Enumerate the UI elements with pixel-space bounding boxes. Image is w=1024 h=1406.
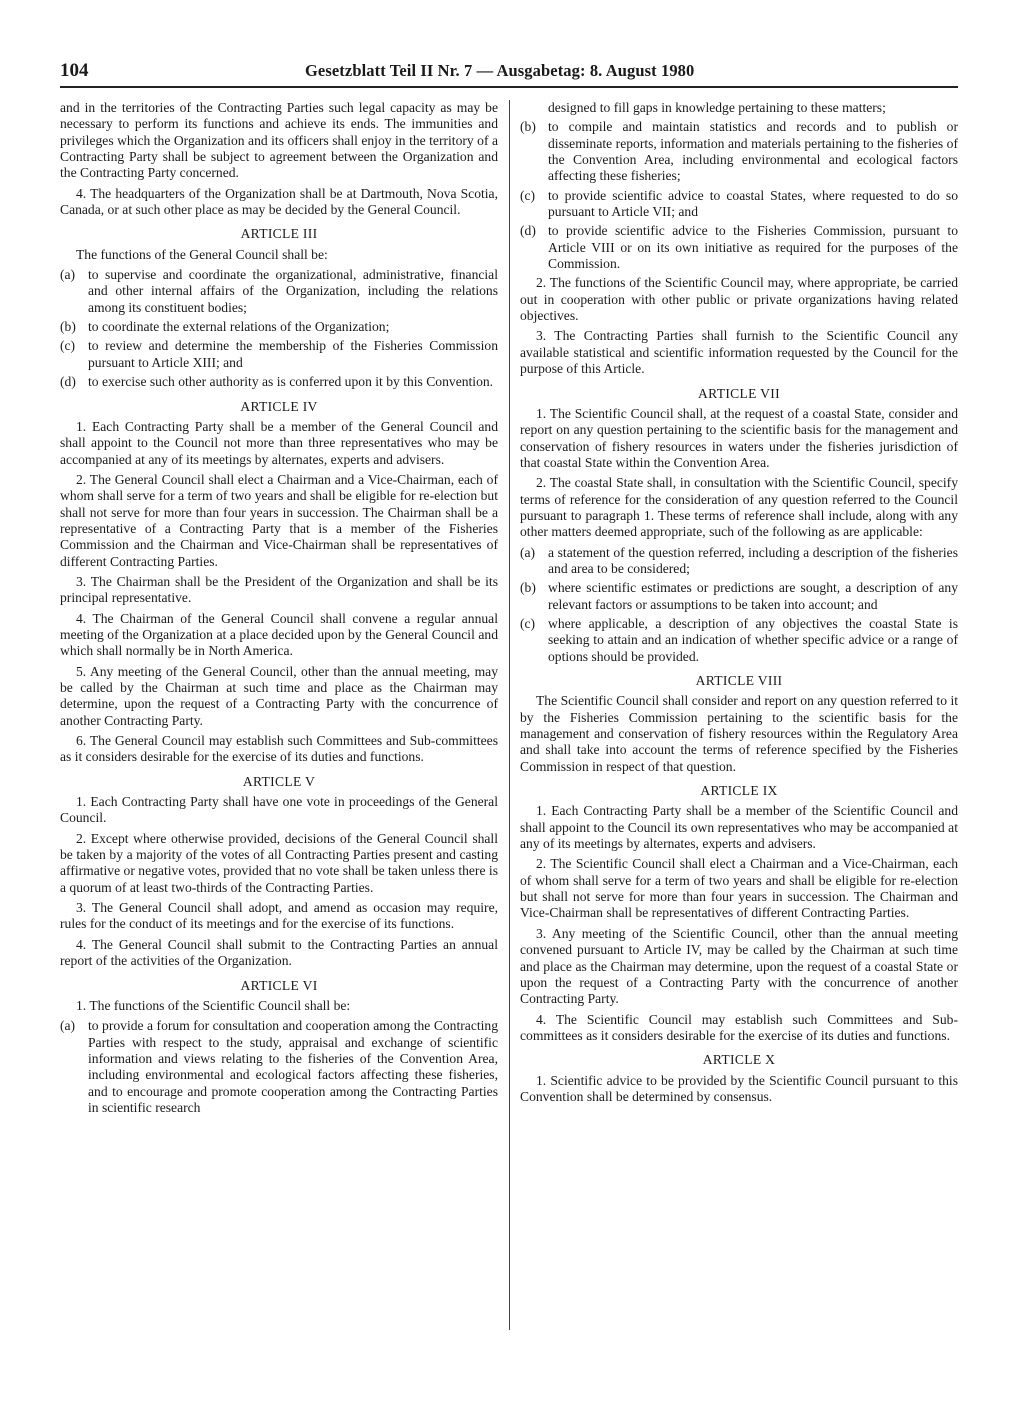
list-item (520, 545, 958, 578)
paragraph: 2. Except where otherwise provided, decisions of the General Council shall be taken by a majority of the votes of all Contracting Parties present and casting affirmative or negative votes, provided that no vote shall be taken unless there is a quorum of at least two-thirds of the Contracting Parties. (60, 830, 498, 895)
paragraph: 3. The General Council shall adopt, and amend as occasion may require, rules for the conduct of its meetings and for the exercise of its functions. (60, 900, 498, 932)
paragraph: 1. Each Contracting Party shall be a member of the General Council and shall appoint to the Council not more than three representatives who may be accompanied at any of its meetings by alternates, experts and advisers. (60, 418, 498, 467)
paragraph: 1. The Scientific Council shall, at the request of a coastal State, consider and report on any question pertaining to the scientific basis for the management and conservation of fishery resources in waters under the fisheries jurisdiction of that coastal State within the Convention Area. (520, 405, 958, 470)
list-item (60, 319, 498, 335)
left-column (60, 100, 498, 1119)
list-label: (b) (520, 580, 536, 596)
article-heading: ARTICLE VIII (695, 673, 783, 688)
paragraph: 1. The functions of the Scientific Council shall be: (76, 997, 351, 1013)
list-text: where applicable, a description of any objectives the coastal State is seeking to attain and an indication of whether specific advice or a range of options should be provided. (548, 615, 958, 664)
list-label: (a) (60, 1018, 76, 1034)
page-header (60, 60, 958, 86)
paragraph: 2. The General Council shall elect a Chairman and a Vice-Chairman, each of whom shall serve for a term of two years and shall be eligible for re-election but shall not serve for more than four years in succession. The Chairman shall be a representative of a Contracting Party that is a member of the Fisheries Commission and the Chairman and Vice-Chairman shall be representatives of different Contracting Parties. (60, 471, 498, 569)
list-item (60, 338, 498, 371)
paragraph: 2. The Scientific Council shall elect a Chairman and a Vice-Chairman, each of whom shall serve for a term of two years and shall be eligible for re-election but shall not serve for more than four years in succession. The Chairman and Vice-Chairman shall be representatives of different Contracting Parties. (520, 856, 958, 921)
paragraph: The Scientific Council shall consider and report on any question referred to it by the Fisheries Commission pertaining to the scientific basis for the management and conservation of fishery resources within the Regulatory Area and shall take into account the terms of reference specified by the Fisheries Commission in respect of that question. (520, 693, 958, 774)
article-heading: ARTICLE V (242, 773, 316, 789)
list-item (60, 374, 498, 390)
list-label-spacer (520, 100, 548, 116)
paragraph: 1. Each Contracting Party shall be a member of the Scientific Council and shall appoint to the Council its own representatives who may be accompanied at any of its meetings by alternates, experts and advisers. (520, 803, 958, 852)
list-item (520, 580, 958, 613)
article-heading: ARTICLE X (702, 1052, 776, 1068)
article-heading: ARTICLE IV (240, 398, 318, 414)
list-text: to provide a forum for consultation and cooperation among the Contracting Parties with respect to the study, appraisal and exchange of scientific information and views relating to the fisheries of the Convention Area, including environmental and ecological factors affecting these fisheries, and to encourage and promote cooperation among the Contracting Parties in scientific research (88, 1018, 498, 1115)
list-label: (b) (60, 319, 76, 335)
list-text: designed to fill gaps in knowledge pertaining to these matters; (548, 100, 886, 115)
column-divider (509, 100, 510, 1330)
article-heading: ARTICLE VII (698, 385, 780, 401)
paragraph: and in the territories of the Contracting Parties such legal capacity as may be necessary to perform its functions and achieve its ends. The immunities and privileges which the Organization and its officers shall enjoy in the territory of a Contracting Party shall be subject to agreement between the Organization and the Contracting Party concerned. (60, 100, 498, 181)
article-heading: ARTICLE III (240, 226, 318, 242)
paragraph: 6. The General Council may establish such Committees and Sub-committees as it considers desirable for the exercise of its duties and functions. (60, 733, 498, 765)
list-item (60, 1018, 498, 1116)
list-text: where scientific estimates or predictions are sought, a description of any relevant factors or assumptions to be taken into account; and (548, 580, 958, 612)
paragraph: 2. The functions of the Scientific Council may, where appropriate, be carried out in cooperation with other public or private organizations having related objectives. (520, 275, 958, 324)
list-text: to provide scientific advice to coastal States, where requested to do so pursuant to Article VII; and (548, 187, 958, 220)
paragraph: 3. The Chairman shall be the President of the Organization and shall be its principal representative. (60, 573, 498, 606)
paragraph: 4. The headquarters of the Organization shall be at Dartmouth, Nova Scotia, Canada, or at such other place as may be decided by the General Council. (60, 185, 498, 218)
list-text: to provide scientific advice to the Fisheries Commission, pursuant to Article VIII or on its own initiative as required for the purposes of the Commission. (548, 223, 958, 272)
paragraph: 3. Any meeting of the Scientific Council, other than the annual meeting convened pursuant to Article IV, may be called by the Chairman at such time and place as the Chairman may determine, upon the request of a coastal State or upon the request of a Contracting Party with the concurrence of another Contracting Party. (520, 925, 958, 1007)
list-item (520, 223, 958, 272)
list-text: to coordinate the external relations of the Organization; (88, 319, 390, 335)
list-label: (b) (520, 119, 536, 135)
header-rule (60, 86, 958, 88)
list-label: (d) (60, 374, 76, 390)
list-item (520, 188, 958, 221)
paragraph: 1. Each Contracting Party shall have one vote in proceedings of the General Council. (60, 794, 498, 826)
journal-title: Gesetzblatt Teil II Nr. 7 — Ausgabetag: 8. August 1980 (305, 61, 695, 80)
list-text: a statement of the question referred, including a description of the fisheries and area to be considered; (548, 544, 958, 576)
list-label: (d) (520, 223, 536, 239)
paragraph: 4. The General Council shall submit to the Contracting Parties an annual report of the activities of the Organization. (60, 936, 498, 969)
paragraph: 3. The Contracting Parties shall furnish to the Scientific Council any available statistical and scientific information requested by the Council for the purpose of this Article. (520, 328, 958, 377)
page-number: 104 (60, 60, 89, 81)
list-label: (c) (520, 187, 536, 203)
paragraph: 1. Scientific advice to be provided by the Scientific Council pursuant to this Convention shall be determined by consensus. (520, 1072, 958, 1104)
list-label: (a) (60, 267, 76, 283)
paragraph: The functions of the General Council shall be: (76, 246, 328, 262)
list-text: to supervise and coordinate the organizational, administrative, financial and other internal affairs of the Organization, including the relations among its constituent bodies; (88, 267, 498, 315)
list-text: to compile and maintain statistics and records and to publish or disseminate reports, information and materials pertaining to the fisheries of the Convention Area, including environmental and ecological factors affecting these fisheries; (548, 119, 958, 184)
list-label: (c) (520, 615, 536, 631)
list-label: (c) (60, 338, 76, 354)
article-heading: ARTICLE IX (700, 783, 778, 799)
list-text: to review and determine the membership of the Fisheries Commission pursuant to Article XIII; and (88, 338, 498, 370)
list-label: (a) (520, 544, 536, 560)
right-column (520, 100, 958, 1109)
paragraph: 4. The Chairman of the General Council shall convene a regular annual meeting of the Organization at a place decided upon by the General Council and which shall normally be in North America. (60, 610, 498, 659)
list-text: to exercise such other authority as is conferred upon it by this Convention. (88, 374, 494, 390)
list-item (520, 616, 958, 665)
paragraph: 4. The Scientific Council may establish such Committees and Sub-committees as it considers desirable for the exercise of its duties and functions. (520, 1011, 958, 1043)
list-item (520, 119, 958, 184)
paragraph: 5. Any meeting of the General Council, other than the annual meeting, may be called by the Chairman at such time and place as the Chairman may determine, upon the request of a Contracting Party with the concurrence of another Contracting Party. (60, 663, 498, 728)
paragraph: 2. The coastal State shall, in consultation with the Scientific Council, specify terms of reference for the consideration of any question referred to the Council pursuant to paragraph 1. These terms of reference shall include, along with any other matters deemed appropriate, such of the following as are applicable: (520, 475, 958, 540)
list-item (60, 267, 498, 316)
list-item-continuation (520, 100, 958, 116)
article-heading: ARTICLE VI (240, 977, 318, 993)
